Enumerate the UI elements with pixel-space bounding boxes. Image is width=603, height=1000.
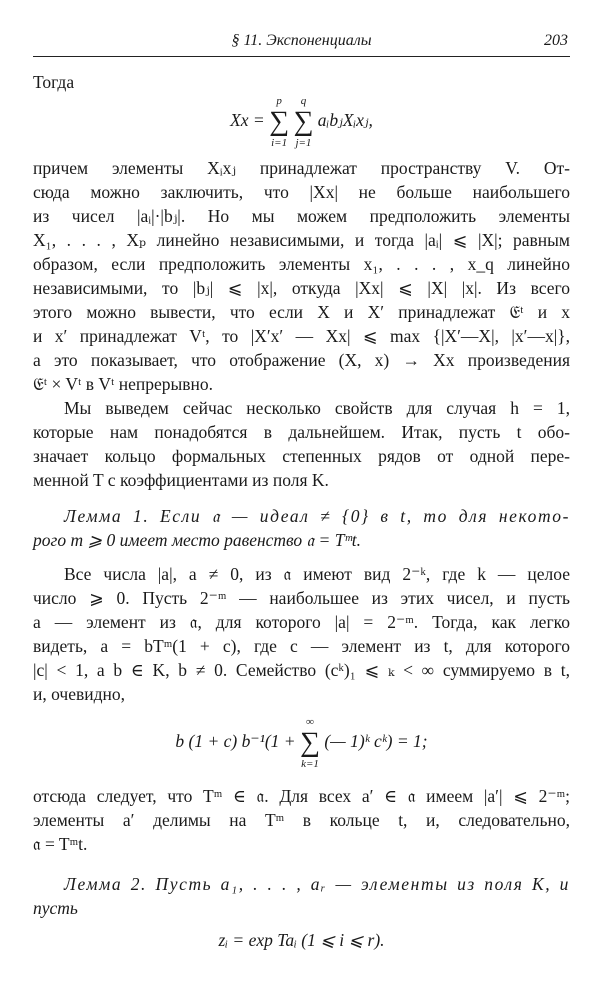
paragraph-intro-word: Тогда [33,72,75,92]
eq2-sum-k: ∞ ∑ k=1 [299,715,320,770]
text-line: Мы выведем сейчас несколько свойств для случая h = 1, [64,398,570,418]
text-line: а это показывает, что отображение (X, x) → Xx произведения [33,350,570,370]
text-line: отсюда следует, что Tᵐ ∈ 𝔞. Для всех a′ ∈ 𝔞 имеем |a′| ⩽ 2⁻ᵐ; [33,786,570,806]
lemma-2-statement: пусть [33,898,78,918]
text-line: и, очевидно, [33,684,126,704]
text-line: видеть, a = bTᵐ(1 + c), где c — элемент из t, для которого [33,636,570,656]
text-line: сюда можно заключить, что |Xx| не больше наибольшего [33,182,570,202]
text-line: значает кольцо формальных степенных рядов от одной пере- [33,446,570,466]
eq1-sum-i: p ∑ i=1 [269,94,290,149]
text-line: элементы a′ делимы на Tᵐ в кольце t, и, следовательно, [33,810,570,830]
text-line: 𝔞 = Tᵐt. [33,834,88,854]
text-line: независимыми, то |bⱼ| ⩽ |x|, откуда |Xx| ⩽ |X| |x|. Из всего [33,278,570,298]
text-line: причем элементы Xᵢxⱼ принадлежат пространству V. От- [33,158,570,178]
page-number: 203 [544,32,568,49]
equation-xx-sum [33,90,570,150]
eq1-lhs: Xx = [230,110,265,130]
text-line: |c| < 1, а b ∈ K, b ≠ 0. Семейство (cᵏ)₁ ⩽ ₖ < ∞ суммируемо в t, [33,660,570,680]
header-title: § 11. Экспоненциалы [231,32,372,49]
text-line: 𝔈ᵗ × Vᵗ в Vᵗ непрерывно. [33,374,214,394]
equation-zi-exp: zᵢ = exp Taᵢ (1 ⩽ i ⩽ r). [218,930,385,950]
text-line: образом, если предположить элементы x₁, . . . , x_q линейно [33,254,570,274]
lemma-1-statement: Лемма 1. Если 𝔞 — идеал ≠ {0} в t, то для некото- [64,506,570,526]
text-line: X₁, . . . , Xₚ линейно независимыми, и тогда |aᵢ| ⩽ |X|; равным [33,230,570,250]
text-line: и x′ принадлежат Vᵗ, то |X′x′ — Xx| ⩽ max {|X′—X|, |x′—x|}, [33,326,570,346]
text-line: Все числа |a|, a ≠ 0, из 𝔞 имеют вид 2⁻ᵏ, где k — целое [64,564,570,584]
lemma-1-statement: рого m ⩾ 0 имеет место равенство 𝔞 = Tᵐt. [33,530,361,550]
lemma-2-statement: Лемма 2. Пусть a₁, . . . , aᵣ — элементы из поля K, и [64,874,570,894]
text-line: этого можно вывести, что если X и X′ принадлежат 𝔈ᵗ и x [33,302,570,322]
text-line: менной T с коэффициентами из поля K. [33,470,329,490]
running-header [33,30,570,57]
equation-series-identity [33,708,570,774]
eq2-left: b (1 + c) b⁻¹(1 + [175,731,296,751]
text-line: a — элемент из 𝔞, для которого |a| = 2⁻ᵐ. Тогда, как легко [33,612,570,632]
eq1-term: aᵢbⱼXᵢxⱼ, [317,110,373,130]
text-line: из чисел |aᵢ|·|bⱼ|. Но мы можем предположить элементы [33,206,570,226]
text-line: число ⩾ 0. Пусть 2⁻ᵐ — наибольшее из этих чисел, и пусть [33,588,570,608]
text-line: которые нам понадобятся в дальнейшем. Итак, пусть t обо- [33,422,570,442]
eq2-right: (— 1)ᵏ cᵏ) = 1; [324,731,428,751]
eq1-sum-j: q ∑ j=1 [293,94,314,149]
